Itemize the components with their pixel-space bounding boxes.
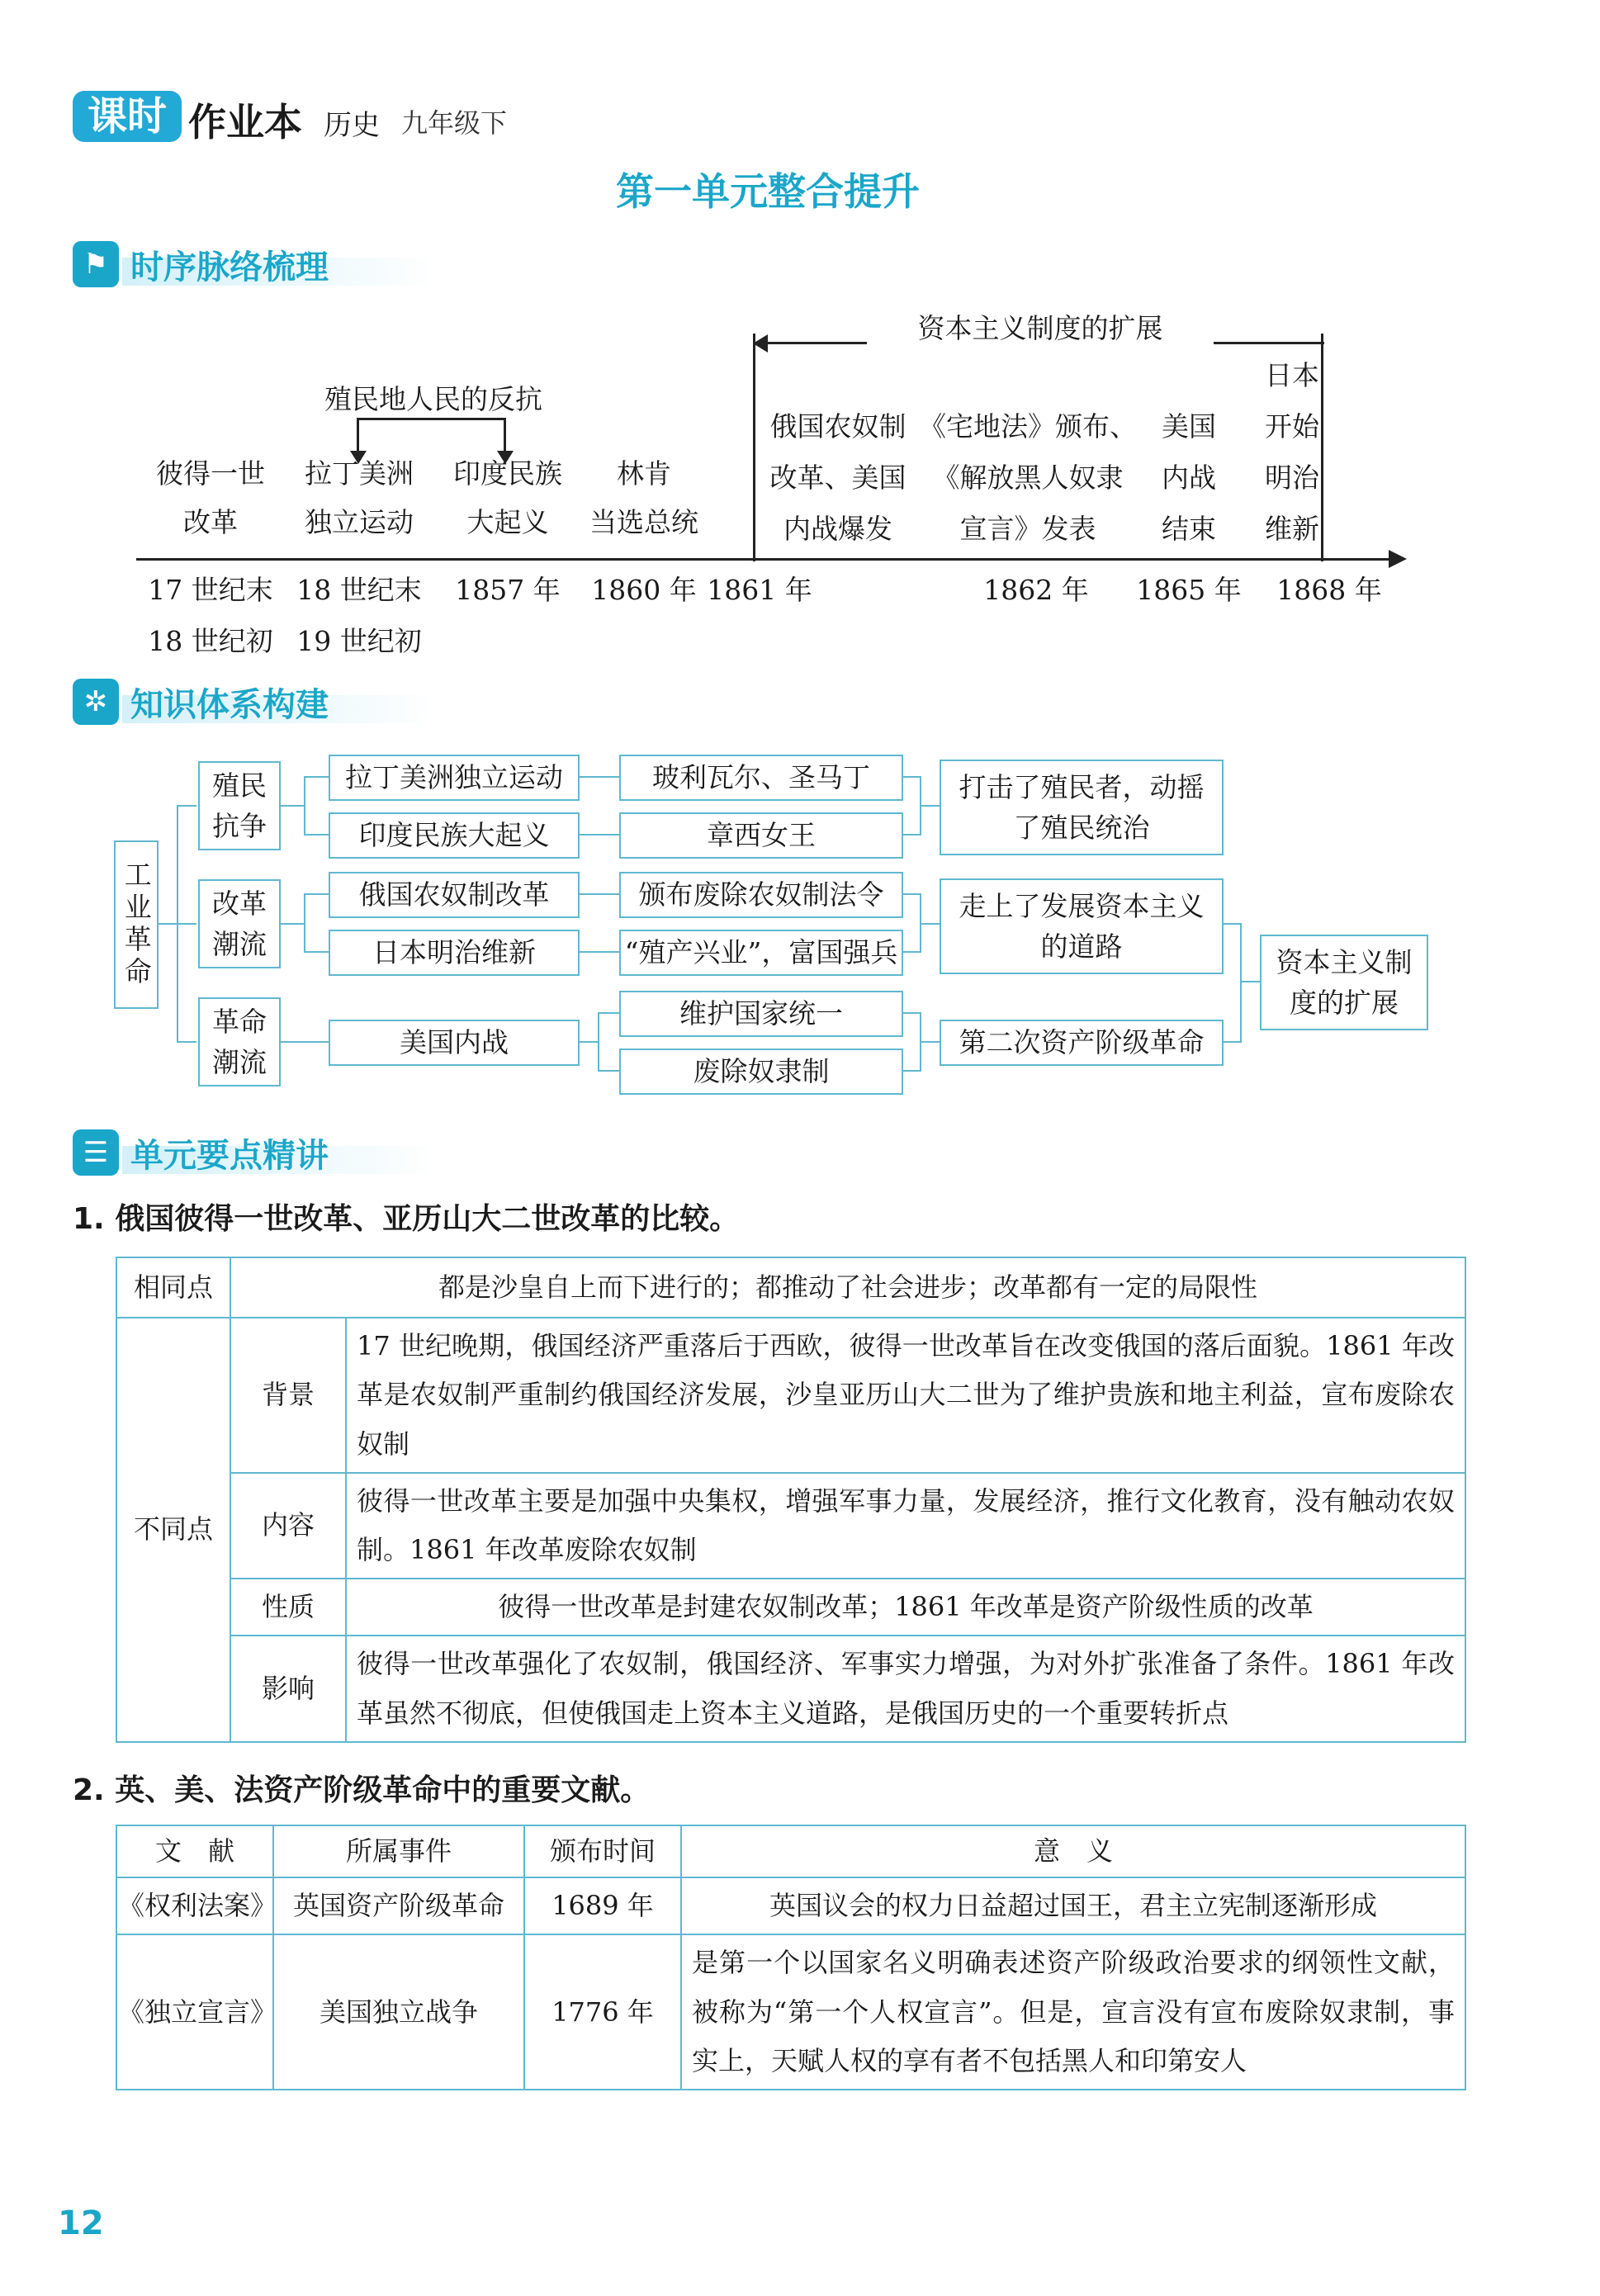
table-header: 颁布时间 [524, 1825, 681, 1877]
concept-box: 印度民族大起义 [329, 812, 580, 859]
concept-box: 日本明治维新 [329, 930, 580, 976]
section-header-knowledge [73, 677, 329, 727]
concept-box: 美国内战 [329, 1020, 580, 1066]
table-cell: 《权利法案》 [116, 1877, 273, 1934]
timeline-date: 18 世纪末 19 世纪初 [296, 574, 422, 657]
table-cell: 是第一个以国家名义明确表述资产阶级政治要求的纲领性文献，被称为“第一个人权宣言”。但是，宣言没有宣布废除奴隶制，事实上，天赋人权的享有者不包括黑人和印第安人 [681, 1934, 1465, 2090]
concept-box: “殖产兴业”，富国强兵 [619, 930, 903, 976]
logo: 课时 [73, 91, 182, 142]
row-label: 影响 [230, 1636, 346, 1741]
section-title: 时序脉络梳理 [130, 248, 329, 286]
table-cell: 英国议会的权力日益超过国王，君主立宪制逐渐形成 [681, 1877, 1465, 1934]
table-header: 不同点 [116, 1318, 230, 1742]
table-cell: 1776 年 [524, 1934, 681, 2090]
span-label: 资本主义制度的扩展 [867, 307, 1214, 346]
root-box: 工业革命 [114, 840, 159, 1009]
timeline-date: 1868 年 [1276, 574, 1382, 606]
table-cell: 《独立宣言》 [116, 1934, 273, 2090]
concept-box: 俄国农奴制改革 [329, 872, 580, 918]
network-icon: ✲ [73, 679, 119, 725]
result-box: 走上了发展资本主义的道路 [940, 878, 1224, 974]
section-header-timeline [73, 239, 329, 289]
concept-box: 章西女王 [619, 812, 903, 859]
section-title: 知识体系构建 [130, 685, 329, 724]
result-box: 打击了殖民者，动摇了殖民统治 [940, 760, 1224, 855]
concept-box: 颁布废除农奴制法令 [619, 872, 903, 918]
result-box: 第二次资产阶级革命 [940, 1020, 1224, 1066]
table-header: 所属事件 [273, 1825, 524, 1877]
row-label: 性质 [230, 1579, 346, 1636]
question-title: 1. 俄国彼得一世改革、亚历山大二世改革的比较。 [73, 1202, 740, 1236]
flag-icon: ⚑ [73, 241, 119, 287]
timeline-event: 彼得一世 改革 [156, 457, 265, 538]
table-cell: 彼得一世改革主要是加强中央集权，增强军事力量，发展经济，推行文化教育，没有触动农奴制。1861 年改革废除农奴制 [346, 1473, 1465, 1579]
page-title: 第一单元整合提升 [616, 169, 920, 214]
table-cell: 都是沙皇自上而下进行的；都推动了社会进步；改革都有一定的局限性 [230, 1257, 1465, 1318]
timeline-event: 日本 开始 明治 维新 [1265, 359, 1319, 545]
table-cell: 17 世纪晚期，俄国经济严重落后于西欧，彼得一世改革旨在改变俄国的落后面貌。1861 年改革是农奴制严重制约俄国经济发展，沙皇亚历山大二世为了维护贵族和地主利益，宣布废除农奴制 [346, 1318, 1465, 1473]
table-header: 相同点 [116, 1257, 230, 1318]
group-label: 殖民地人民的反抗 [324, 383, 542, 415]
group-label-box: 殖民抗争 [198, 761, 281, 850]
timeline-event: 印度民族 大起义 [453, 457, 562, 538]
page-number: 12 [58, 2204, 104, 2242]
table-cell: 彼得一世改革强化了农奴制，俄国经济、军事实力增强，为对外扩张准备了条件。1861 年改革虽然不彻底，但使俄国走上资本主义道路，是俄国历史的一个重要转折点 [346, 1636, 1465, 1741]
group-label-box: 革命潮流 [198, 997, 281, 1086]
timeline-date: 17 世纪末 18 世纪初 [148, 574, 273, 657]
table-header: 文 献 [116, 1825, 273, 1877]
section-title: 单元要点精讲 [130, 1136, 329, 1175]
concept-box: 维护国家统一 [619, 991, 903, 1037]
timeline-event: 俄国农奴制 改革、美国 内战爆发 [769, 410, 907, 545]
book-stack-icon: ☰ [73, 1129, 119, 1176]
table-cell: 1689 年 [524, 1877, 681, 1934]
timeline-date: 1857 年 [455, 574, 561, 606]
group-label-box: 改革潮流 [198, 879, 281, 968]
timeline-event: 《宅地法》颁布、 《解放黑人奴隶 宣言》发表 [919, 410, 1137, 545]
timeline-event: 拉丁美洲 独立运动 [305, 457, 414, 538]
documents-table [116, 1825, 1466, 2090]
row-label: 背景 [230, 1318, 346, 1473]
timeline-date: 1862 年 [983, 574, 1089, 606]
comparison-table [116, 1257, 1466, 1743]
table-cell: 彼得一世改革是封建农奴制改革；1861 年改革是资产阶级性质的改革 [346, 1579, 1465, 1636]
question-title: 2. 英、美、法资产阶级革命中的重要文献。 [73, 1773, 651, 1807]
table-cell: 美国独立战争 [273, 1934, 524, 2090]
grade: 九年级下 [401, 107, 508, 139]
timeline-date: 1860 年 [591, 574, 697, 606]
table-cell: 英国资产阶级革命 [273, 1877, 524, 1934]
concept-box: 废除奴隶制 [619, 1049, 903, 1095]
timeline-event: 美国 内战 结束 [1162, 410, 1216, 545]
final-box: 资本主义制度的扩展 [1260, 935, 1428, 1030]
table-header: 意 义 [681, 1825, 1465, 1877]
timeline-date: 1861 年 [707, 574, 812, 606]
timeline-event: 林肯 当选总统 [589, 457, 698, 538]
brand-name: 作业本 [188, 100, 302, 144]
row-label: 内容 [230, 1473, 346, 1579]
section-header-keypoints [73, 1128, 329, 1177]
timeline-date: 1865 年 [1136, 574, 1242, 606]
subject: 历史 [324, 109, 380, 142]
concept-box: 拉丁美洲独立运动 [329, 755, 580, 801]
concept-box: 玻利瓦尔、圣马丁 [619, 755, 903, 801]
